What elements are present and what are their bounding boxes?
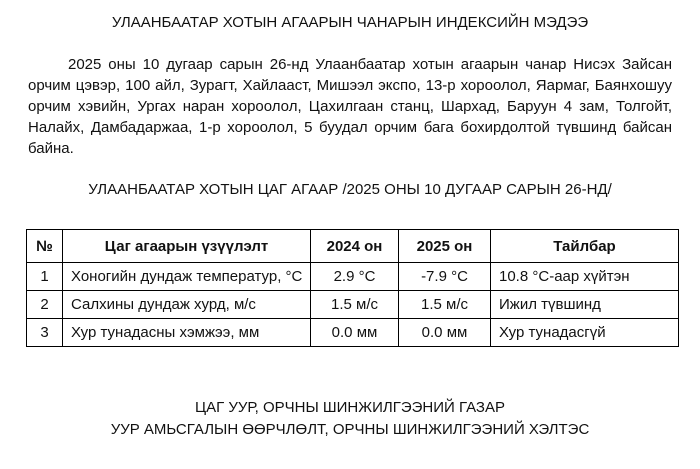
document-title: УЛААНБААТАР ХОТЫН АГААРЫН ЧАНАРЫН ИНДЕКСИЙН МЭДЭЭ: [111, 14, 589, 31]
table-cell-remark: 10.8 °С-аар хүйтэн: [491, 263, 679, 291]
table-cell-remark: Хур тунадасгүй: [491, 319, 679, 347]
column-header-remark: Тайлбар: [491, 230, 679, 263]
table-cell-2025-value: 1.5 м/с: [399, 291, 491, 319]
table-cell-row-number: 1: [27, 263, 63, 291]
table-cell-indicator: Хур тунадасны хэмжээ, мм: [63, 319, 311, 347]
column-header-indicator: Цаг агаарын үзүүлэлт: [63, 230, 311, 263]
footer-agency-line: ЦАГ УУР, ОРЧНЫ ШИНЖИЛГЭЭНИЙ ГАЗАР: [194, 399, 505, 416]
table-cell-2024-value: 2.9 °С: [311, 263, 399, 291]
table-cell-row-number: 2: [27, 291, 63, 319]
document-page: [0, 14, 700, 441]
table-row: [27, 319, 679, 347]
table-cell-2025-value: 0.0 мм: [399, 319, 491, 347]
column-header-number: №: [27, 230, 63, 263]
footer-department-line: УУР АМЬСГАЛЫН ӨӨРЧЛӨЛТ, ОРЧНЫ ШИНЖИЛГЭЭНИЙ ХЭЛТЭС: [110, 421, 590, 438]
summary-paragraph: 2025 оны 10 дугаар сарын 26-нд Улаанбаатар хотын агаарын чанар Нисэх Зайсан орчим цэвэр, 100 айл, Зурагт, Хайлааст, Мишээл экспо, 13-р хороолол, Яармаг, Баянхошуу орчим хэвийн, Ургах наран хороолол, Цахилгаан станц, Шархад, Баруун 4 зам, Толгойт, Налайх, Дамбадаржаа, 1-р хороолол, 5 буудал орчим бага бохирдолтой түвшинд байсан байна.: [28, 56, 672, 157]
table-cell-2024-value: 1.5 м/с: [311, 291, 399, 319]
column-header-2024: 2024 он: [311, 230, 399, 263]
column-header-2025: 2025 он: [399, 230, 491, 263]
table-row: [27, 291, 679, 319]
table-header-row: [27, 230, 679, 263]
document-footer: [28, 397, 672, 441]
weather-table: [26, 229, 679, 347]
table-cell-remark: Ижил түвшинд: [491, 291, 679, 319]
table-cell-indicator: Салхины дундаж хурд, м/с: [63, 291, 311, 319]
table-cell-2025-value: -7.9 °С: [399, 263, 491, 291]
weather-section-title: УЛААНБААТАР ХОТЫН ЦАГ АГААР /2025 ОНЫ 10 ДУГААР САРЫН 26-НД/: [88, 181, 612, 198]
table-row: [27, 263, 679, 291]
table-cell-row-number: 3: [27, 319, 63, 347]
table-cell-indicator: Хоногийн дундаж температур, °С: [63, 263, 311, 291]
table-cell-2024-value: 0.0 мм: [311, 319, 399, 347]
